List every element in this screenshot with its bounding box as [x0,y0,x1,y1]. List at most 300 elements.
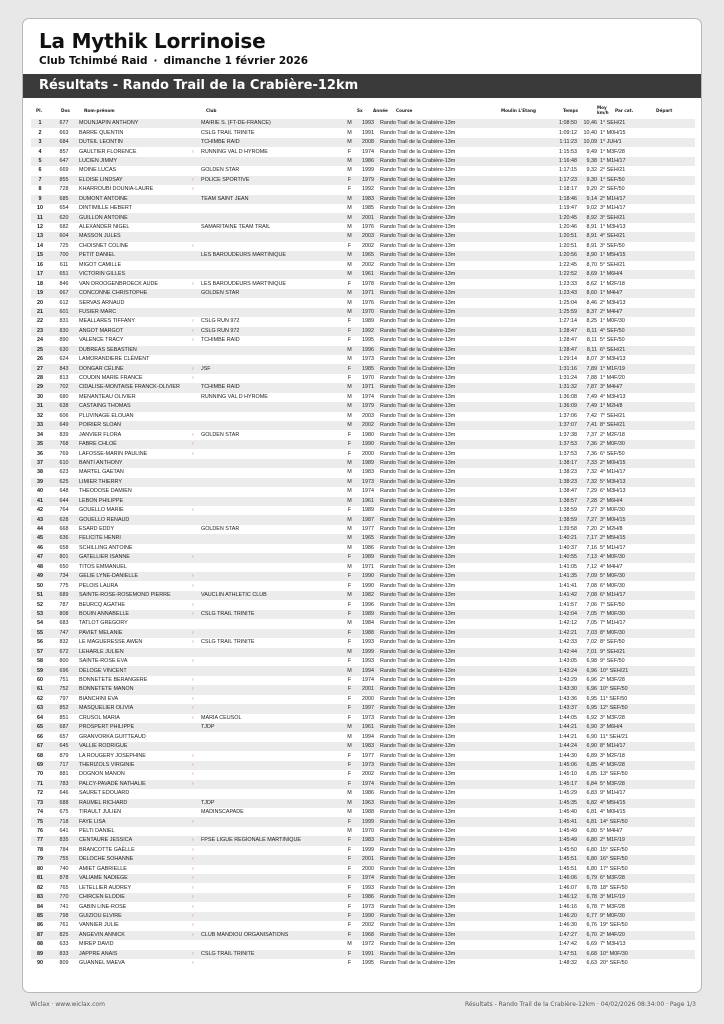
cell-club: TJDP [201,723,343,732]
cell-speed: 6,96 [586,677,597,684]
cell-course: Rando Trail de la Crabière-13m [380,195,485,204]
cell-club [201,666,343,675]
cell-course: Rando Trail de la Crabière-13m [380,261,456,268]
table-row [31,638,695,647]
cell-sex: M [347,261,352,268]
cell-moulin [485,449,545,458]
female-icon: ♀ [191,375,195,382]
table-row [31,195,695,204]
cell-speed: 6,92 [586,714,597,721]
female-icon: ♀ [191,856,195,863]
col-sx: Sx [357,108,363,113]
cell-name: LETELLIER AUDREY [79,884,132,891]
cell-depart [645,166,695,175]
cell-place: 33 [31,421,49,430]
results-banner: Résultats - Rando Trail de la Crabière-12km [23,74,702,98]
cell-name: CIDALISE-MONTAISE FRANCK-OLIVIER [79,383,191,392]
cell-sex: M [347,469,352,476]
cell-course: Rando Trail de la Crabière-13m [380,515,485,524]
cell-category: 1° M4F/20 [600,375,625,382]
cell-category: 1° JUH/1 [600,138,645,147]
cell-moulin [485,176,545,185]
cell-time: 1:38:59 [559,507,577,514]
cell-name: DUBREAS SEBASTIEN [79,346,191,355]
cell-place: 59 [31,666,49,675]
cell-time: 1:37:38 [559,431,577,438]
cell-sex: M [347,167,352,174]
cell-year: 1989 [362,318,374,325]
cell-club [201,695,343,704]
cell-club [201,912,343,921]
cell-sex: F [343,817,356,826]
cell-category: 8° SEF/50 [600,639,625,646]
cell-place: 51 [31,591,49,600]
cell-gender-mark [191,195,201,204]
cell-course: Rando Trail de la Crabière-13m [380,205,456,212]
table-row [31,459,695,468]
cell-year: 1993 [356,119,380,128]
cell-time: 1:16:48 [545,157,580,166]
cell-gender-mark [191,393,201,402]
cell-moulin [485,799,545,808]
table-row [31,959,695,968]
cell-sex: F [347,186,352,193]
cell-name: VALIAME NADIEGE [79,874,191,883]
cell-place: 90 [37,960,43,967]
table-row [31,374,695,383]
cell-speed: 6,80 [586,828,597,835]
cell-club [201,478,343,487]
cell-place: 44 [37,526,43,533]
cell-club [201,468,343,477]
cell-sex: F [347,375,352,382]
cell-sex: M [343,723,356,732]
cell-course: Rando Trail de la Crabière-13m [380,723,485,732]
cell-name: THERIZOLS VIRGINIE [79,761,191,770]
cell-moulin [485,921,545,930]
cell-gender-mark [191,685,201,694]
cell-course: Rando Trail de la Crabière-13m [380,960,456,967]
cell-time: 1:46:20 [545,912,580,921]
cell-club [201,893,343,902]
cell-year: 1970 [356,308,380,317]
cell-bib: 770 [49,893,79,902]
cell-gender-mark [191,497,201,506]
female-icon: ♀ [191,677,195,684]
cell-gender-mark [191,308,201,317]
cell-bib: 606 [59,412,69,419]
cell-depart [645,308,695,317]
cell-club: TCHIMBE RAID [201,337,240,344]
cell-gender-mark [191,572,201,581]
table-row [31,308,695,317]
female-icon: ♀ [191,554,195,561]
cell-category: 1° SEH/21 [600,119,645,128]
cell-time: 1:42:33 [559,639,577,646]
cell-moulin [485,364,545,373]
cell-year: 2002 [362,922,374,929]
cell-category: 3° M1F/19 [600,893,645,902]
cell-moulin [485,827,545,836]
cell-club [201,261,343,270]
cell-time: 1:37:53 [559,450,577,457]
cell-course: Rando Trail de la Crabière-13m [380,337,456,344]
female-icon: ♀ [191,752,195,759]
cell-course: Rando Trail de la Crabière-13m [380,629,485,638]
cell-speed: 9,30 [580,176,600,185]
cell-moulin [485,430,545,439]
cell-name: LAMORANDIERE CLÉMENT [79,356,150,363]
cell-name: GAULTIER FLORENCE [79,148,137,155]
table-row [31,119,695,128]
cell-course: Rando Trail de la Crabière-13m [380,459,485,468]
cell-course: Rando Trail de la Crabière-13m [380,402,485,411]
cell-moulin [485,893,545,902]
cell-place: 32 [37,412,43,419]
cell-year: 2001 [356,213,380,222]
col-dos: Dos [61,108,70,113]
cell-gender-mark [191,676,201,685]
cell-bib: 747 [49,629,79,638]
cell-course: Rando Trail de la Crabière-13m [380,167,456,174]
cell-depart [645,346,695,355]
cell-time: 1:44:24 [545,742,580,751]
cell-course: Rando Trail de la Crabière-13m [380,639,456,646]
cell-gender-mark [191,468,201,477]
cell-gender-mark [191,883,201,892]
female-icon: ♀ [191,903,195,910]
cell-speed: 7,41 [580,421,600,430]
cell-club: TEAM SAINT JEAN [201,195,343,204]
cell-club [201,402,343,411]
cell-category: 3° SEH/21 [600,213,645,222]
cell-place: 58 [37,658,43,665]
cell-sex: M [347,620,352,627]
cell-moulin [485,940,545,949]
cell-moulin [485,166,545,175]
cell-depart [645,817,695,826]
cell-time: 1:46:16 [559,903,577,910]
cell-speed: 6,90 [580,723,600,732]
cell-speed: 7,28 [580,497,600,506]
cell-time: 1:47:51 [545,950,580,959]
col-temps: Temps [563,108,578,113]
cell-moulin [485,931,545,940]
cell-moulin [485,308,545,317]
cell-sex: M [347,563,352,570]
cell-sex: M [347,393,352,400]
cell-depart [645,704,695,713]
cell-bib: 650 [59,563,69,570]
table-row [31,270,695,279]
cell-depart [645,751,695,760]
cell-sex: F [343,931,356,940]
cell-year: 1961 [356,270,380,279]
cell-bib: 839 [59,431,69,438]
cell-speed: 7,08 [580,591,600,600]
cell-year: 2002 [356,421,380,430]
cell-sex: M [343,270,356,279]
cell-time: 1:22:52 [545,270,580,279]
cell-sex: M [347,828,352,835]
cell-course: Rando Trail de la Crabière-13m [380,375,456,382]
cell-time: 1:40:55 [545,553,580,562]
cell-moulin [485,327,545,336]
cell-category: 5° M3H/13 [600,478,645,487]
cell-moulin [485,213,545,222]
female-icon: ♀ [191,610,195,617]
cell-name: LE MAGUERESSE AWEN [79,639,143,646]
cell-course: Rando Trail de la Crabière-13m [380,903,456,910]
cell-club: VAUCLIN ATHLETIC CLUB [201,591,343,600]
cell-bib: 879 [59,752,69,759]
cell-gender-mark [191,563,201,572]
table-row [31,128,695,137]
cell-name: COUDIN MARIE FRANCE [79,375,143,382]
cell-depart [645,298,695,307]
table-row [31,251,695,260]
table-row [31,770,695,779]
cell-moulin [485,534,545,543]
cell-club: LES BAROUDEURS MARTINIQUE [201,251,343,260]
female-icon: ♀ [191,950,195,957]
cell-course: Rando Trail de la Crabière-13m [380,771,456,778]
cell-moulin [485,912,545,921]
cell-sex: F [343,440,356,449]
cell-sex: F [347,695,352,702]
cell-year: 1983 [356,195,380,204]
cell-year: 1961 [356,723,380,732]
cell-bib: 628 [49,515,79,524]
cell-depart [645,827,695,836]
cell-bib: 852 [49,704,79,713]
cell-speed: 6,78 [586,903,597,910]
cell-year: 1999 [362,167,374,174]
cell-gender-mark [191,638,201,647]
cell-category: 2° M3F/28 [600,677,625,684]
female-icon: ♀ [191,280,195,287]
cell-time: 1:45:49 [545,836,580,845]
cell-depart [645,317,695,326]
cell-bib: 604 [49,232,79,241]
cell-sex: F [347,922,352,929]
cell-course: Rando Trail de la Crabière-13m [380,677,456,684]
cell-name: DUMONT ANTOINE [79,195,191,204]
cell-sex: M [343,666,356,675]
cell-club [201,581,343,590]
cell-club: FPSE LIGUE REGIONALE MARTINIQUE [201,836,343,845]
cell-gender-mark [191,459,201,468]
table-row [31,648,695,657]
cell-time: 1:39:58 [559,526,577,533]
cell-bib: 677 [49,119,79,128]
cell-speed: 7,01 [580,648,600,657]
cell-gender-mark [191,761,201,770]
cell-time: 1:25:59 [545,308,580,317]
cell-name: CRUSOL MARIA [79,714,120,721]
cell-bib: 832 [59,639,69,646]
cell-course: Rando Trail de la Crabière-13m [380,620,456,627]
cell-depart [645,799,695,808]
cell-year: 1965 [356,534,380,543]
cell-category: 1° M4H/7 [600,289,645,298]
cell-gender-mark [191,666,201,675]
cell-time: 1:42:21 [545,629,580,638]
cell-club: MADINSCAPADE [201,809,244,816]
cell-depart [645,732,695,741]
cell-sex: F [347,148,352,155]
cell-category: 20° SEF/50 [600,960,628,967]
cell-course: Rando Trail de la Crabière-13m [380,922,456,929]
cell-time: 1:46:30 [559,922,577,929]
cell-moulin [485,402,545,411]
cell-club [201,685,343,694]
cell-depart [645,808,695,817]
cell-time: 1:44:30 [559,752,577,759]
cell-year: 1965 [356,251,380,260]
cell-place: 57 [31,648,49,657]
cell-name: CONCONNE CHRISTOPHE [79,289,191,298]
cell-club: TJDP [201,799,343,808]
cell-moulin [485,874,545,883]
cell-time: 1:09:12 [559,129,577,136]
cell-year: 1985 [362,205,374,212]
cell-sex: M [347,356,352,363]
cell-speed: 6,69 [586,941,597,948]
cell-place: 70 [37,771,43,778]
cell-club: MAIRIE S. (FT-DE-FRANCE) [201,119,343,128]
cell-moulin [485,780,545,789]
cell-moulin [485,761,545,770]
cell-sex: F [347,431,352,438]
table-row [31,666,695,675]
cell-name: POIRIER SLOAN [79,421,191,430]
event-subtitle [39,55,308,67]
cell-bib: 830 [49,327,79,336]
cell-sex: M [347,526,352,533]
cell-moulin [485,629,545,638]
cell-category: 4° M3F/28 [600,761,645,770]
cell-year: 1983 [356,836,380,845]
cell-moulin [485,440,545,449]
cell-name: SAINTE-ROSE EVA [79,658,128,665]
cell-speed: 8,62 [586,280,597,287]
table-row [31,204,695,213]
cell-course: Rando Trail de la Crabière-13m [380,526,456,533]
cell-club: MARIA CEUSOL [201,714,242,721]
cell-course: Rando Trail de la Crabière-13m [380,356,456,363]
cell-year: 1993 [362,639,374,646]
cell-course: Rando Trail de la Crabière-13m [380,308,485,317]
cell-course: Rando Trail de la Crabière-13m [380,874,485,883]
cell-year: 1990 [356,440,380,449]
cell-name: ANGOT MARGOT [79,327,191,336]
cell-name: TATLOT GREGORY [79,620,128,627]
cell-bib: 769 [59,450,69,457]
cell-time: 1:42:12 [559,620,577,627]
cell-speed: 7,49 [586,393,597,400]
table-row [31,836,695,845]
cell-club [201,817,343,826]
cell-year: 1963 [356,799,380,808]
cell-depart [645,581,695,590]
cell-club [201,648,343,657]
cell-year: 1989 [356,610,380,619]
cell-name: LEBON PHILIPPE [79,497,191,506]
cell-bib: 734 [49,572,79,581]
cell-gender-mark [191,119,201,128]
cell-place: 60 [37,677,43,684]
cell-speed: 6,78 [580,893,600,902]
cell-depart [645,449,695,458]
cell-gender-mark [191,355,201,364]
cell-place: 7 [31,176,49,185]
cell-gender-mark [191,695,201,704]
cell-category: 2° M6H/4 [600,497,645,506]
cell-gender-mark [191,846,201,855]
cell-speed: 6,95 [580,704,600,713]
cell-moulin [485,355,545,364]
cell-place: 53 [31,610,49,619]
cell-place: 66 [37,733,43,740]
cell-bib: 638 [49,402,79,411]
cell-category: 2° M4H/7 [600,308,645,317]
cell-gender-mark [191,374,201,383]
cell-moulin [485,468,545,477]
cell-bib: 651 [49,270,79,279]
cell-sex: M [343,515,356,524]
cell-category: 1° M0F/30 [600,318,625,325]
cell-club [201,497,343,506]
col-year: Année [373,108,388,113]
cell-moulin [485,959,545,968]
event-title: La Mythik Lorrinoise [39,29,266,53]
cell-club [201,487,343,496]
cell-category: 14° SEF/50 [600,817,645,826]
cell-name: PLUVINAGE ELOUAN [79,412,134,419]
cell-speed: 7,29 [586,488,597,495]
cell-depart [645,497,695,506]
cell-time: 1:43:24 [545,666,580,675]
cell-gender-mark [191,940,201,949]
cell-bib: 624 [59,356,69,363]
cell-club: CSLG RUN 972 [201,318,240,325]
cell-name: VAN DROOGENBROECK AUDE [79,280,158,287]
cell-gender-mark [191,865,201,874]
cell-name: ESARD EDDY [79,526,115,533]
cell-year: 1978 [362,280,374,287]
cell-name: FABRE CHLOÉ [79,440,191,449]
results-page [22,18,702,993]
cell-name: VICTORIN GILLES [79,270,191,279]
cell-sex: F [347,771,352,778]
table-row [31,553,695,562]
cell-depart [645,364,695,373]
cell-category: 6° SEF/50 [600,450,625,457]
cell-category: 2° SEH/21 [600,167,626,174]
cell-speed: 7,08 [586,582,597,589]
cell-name: CHOISNET COLINE [79,242,129,249]
female-icon: ♀ [191,960,195,967]
female-icon: ♀ [191,441,195,448]
cell-course: Rando Trail de la Crabière-13m [380,591,485,600]
cell-club [201,308,343,317]
cell-depart [645,855,695,864]
cell-club [201,242,343,251]
cell-year: 2001 [356,685,380,694]
cell-speed: 6,96 [580,685,600,694]
cell-speed: 6,80 [586,865,597,872]
